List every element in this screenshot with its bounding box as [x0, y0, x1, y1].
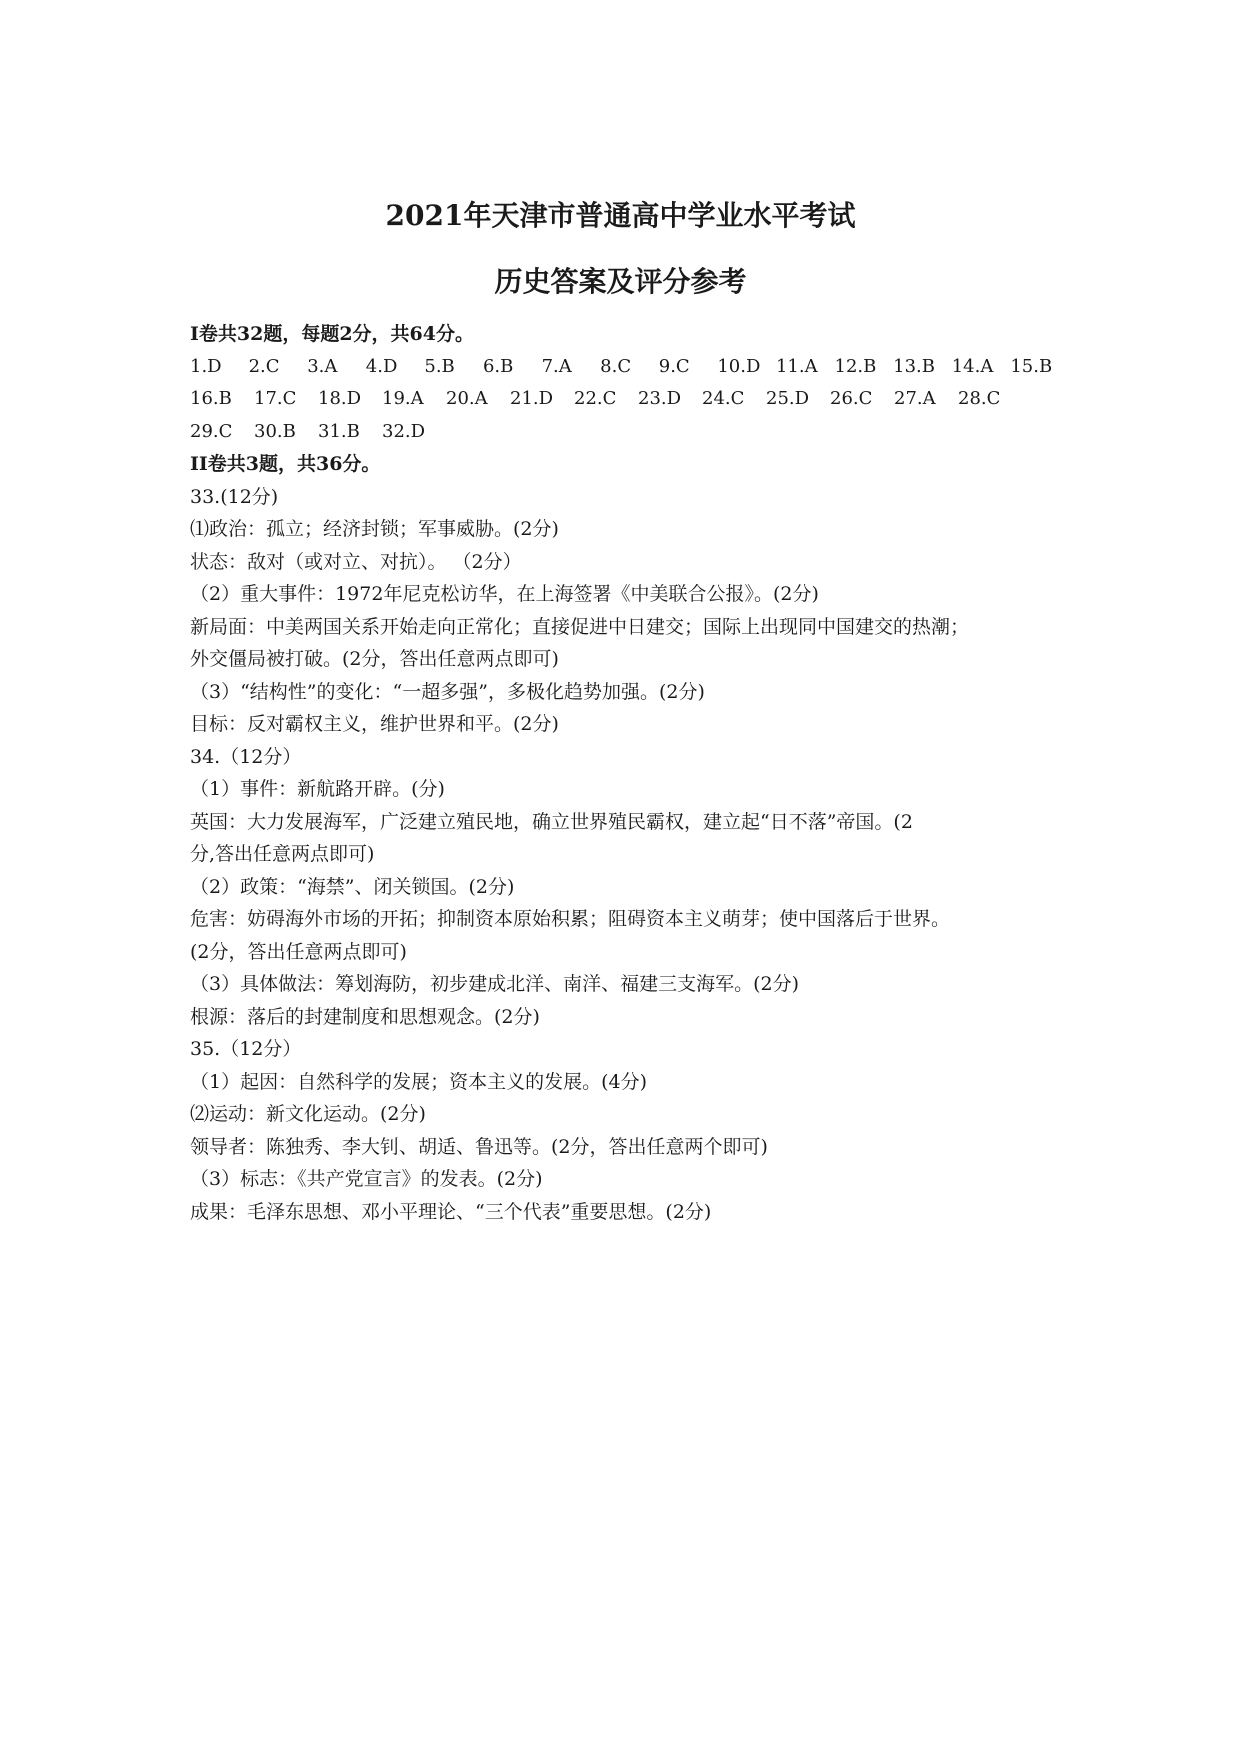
answer-item: 26.C: [830, 388, 873, 409]
answer-line: 根源：落后的封建制度和思想观念。(2分): [190, 1005, 540, 1028]
answer-line: ⑴政治：孤立；经济封锁；军事威胁。(2分): [190, 518, 559, 540]
answer-item: 1.D: [190, 355, 222, 377]
answer-line: 33.(12分): [190, 485, 279, 508]
answer-line: （3）“结构性”的变化：“一超多强”，多极化趋势加强。(2分): [190, 680, 705, 703]
answer-item: 13.B: [893, 355, 935, 377]
answer-item: 12.B: [834, 355, 877, 377]
answer-item: 30.B: [254, 420, 296, 442]
answer-line: （3）具体做法：筹划海防，初步建成北洋、南洋、福建三支海军。(2分): [190, 973, 800, 995]
answer-line: 成果：毛泽东思想、邓小平理论、“三个代表”重要思想。(2分): [190, 1200, 712, 1223]
answer-line: 34.（12分）: [190, 745, 302, 768]
answer-item: 16.B: [190, 388, 232, 409]
answer-item: 22.C: [574, 388, 617, 409]
answer-content: [190, 318, 1070, 1228]
answer-item: 20.A: [446, 388, 488, 409]
answer-line: （1）起因：自然科学的发展；资本主义的发展。(4分): [190, 1070, 648, 1093]
answer-item: 18.D: [318, 388, 362, 409]
answer-item: 27.A: [894, 388, 936, 409]
answer-line: (2分，答出任意两点即可): [190, 940, 407, 963]
answer-line: 35.（12分）: [190, 1038, 302, 1060]
answer-item: 25.D: [766, 388, 810, 409]
answer-line: （3）标志：《共产党宣言》的发表。(2分): [190, 1168, 543, 1190]
answer-item: 8.C: [600, 355, 632, 377]
answer-line: （1）事件：新航路开辟。(分): [190, 778, 445, 800]
part1-heading: I卷共32题，每题2分，共64分。: [190, 323, 474, 345]
answer-item: 23.D: [638, 388, 682, 409]
answer-item: 24.C: [702, 388, 745, 409]
answer-item: 3.A: [307, 355, 338, 377]
answer-line: 分,答出任意两点即可): [190, 843, 375, 865]
answer-line: （2）政策：“海禁”、闭关锁国。(2分): [190, 875, 515, 898]
answer-line: ⑵运动：新文化运动。(2分): [190, 1103, 426, 1125]
answer-item: 7.A: [541, 355, 572, 377]
answer-line: 外交僵局被打破。(2分，答出任意两点即可): [190, 648, 559, 670]
answer-item: 28.C: [958, 388, 1001, 409]
document-subtitle: 历史答案及评分参考: [494, 265, 747, 298]
answer-item: 11.A: [775, 355, 818, 377]
answer-item: 31.B: [318, 420, 360, 442]
answer-line: 状态：敌对（或对立、对抗）。 （2分）: [190, 550, 522, 573]
answer-item: 4.D: [365, 355, 398, 377]
answer-item: 21.D: [510, 388, 554, 409]
answer-row-1: [190, 351, 1070, 384]
answer-line: （2）重大事件：1972年尼克松访华，在上海签署《中美联合公报》。(2分): [190, 583, 819, 605]
answer-line: 领导者：陈独秀、李大钊、胡适、鲁迅等。(2分，答出任意两个即可): [190, 1135, 768, 1158]
answer-item: 6.B: [482, 355, 514, 377]
answer-row-2: [190, 383, 1070, 416]
answer-item: 29.C: [190, 420, 233, 442]
answer-item: 9.C: [658, 355, 690, 377]
part2-heading: II卷共3题，共36分。: [190, 453, 381, 475]
answer-row-3: [190, 416, 1070, 449]
answer-item: 14.A: [951, 355, 994, 377]
answer-item: 2.C: [248, 355, 280, 377]
answer-item: 19.A: [382, 388, 424, 409]
answer-line: 新局面：中美两国关系开始走向正常化；直接促进中日建交；国际上出现同中国建交的热潮；: [190, 615, 970, 638]
answer-line: 英国：大力发展海军，广泛建立殖民地，确立世界殖民霸权，建立起“日不落”帝国。(2: [190, 810, 913, 833]
answer-line: 目标：反对霸权主义，维护世界和平。(2分): [190, 713, 559, 735]
answer-item: 32.D: [382, 420, 426, 442]
answer-line: 危害：妨碍海外市场的开拓；抑制资本原始积累；阻碍资本主义萌芽；使中国落后于世界。: [190, 908, 951, 930]
answer-item: 5.B: [424, 355, 455, 377]
answer-item: 10.D: [717, 355, 761, 377]
document-title: 2021年天津市普通高中学业水平考试: [385, 199, 856, 232]
answer-item: 17.C: [254, 388, 297, 409]
answer-item: 15.B: [1010, 355, 1053, 377]
